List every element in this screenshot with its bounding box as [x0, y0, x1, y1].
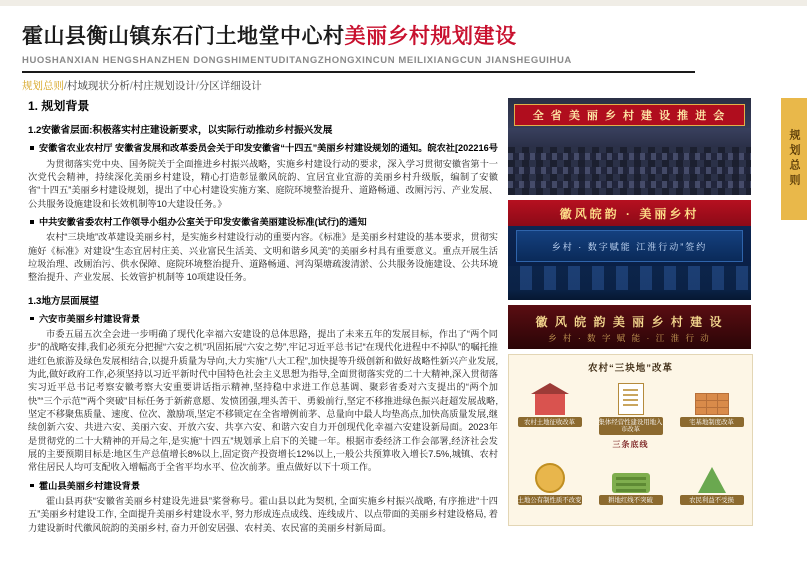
infographic-item [595, 453, 667, 505]
breadcrumb-item-active[interactable]: 规划总则 [22, 80, 64, 92]
coin-icon [514, 453, 586, 493]
field-icon [595, 453, 667, 493]
infographic-row-top [509, 375, 752, 435]
three-land-reform-infographic [508, 354, 753, 526]
house-icon [514, 375, 586, 415]
document-icon [595, 375, 667, 415]
bullet-point-1: 安徽省农业农村厅 安徽省发展和改革委员会关于印发安徽省“十四五”美丽乡村建设规划的通知。皖农社[202216号 [28, 142, 498, 155]
title-divider [22, 71, 695, 73]
subsection-heading-1-2: 1.2安徽省层面:积极落实村庄建设新要求，以实际行动推动乡村振兴发展 [28, 125, 333, 137]
breadcrumb-item-3[interactable]: 分区详细设计 [198, 80, 262, 92]
bullet-point-3: 六安市美丽乡村建设背景 [28, 313, 498, 326]
seat-row [508, 153, 751, 160]
breadcrumb-separator-1: / [64, 80, 67, 92]
infographic-title: 农村“三块地”改革 [587, 363, 673, 374]
title-part-village: 东石门土地堂中心村 [151, 25, 345, 48]
conference-banner-text: 全 省 美 丽 乡 村 建 设 推 进 会 [514, 104, 745, 126]
page-title [22, 20, 792, 50]
infographic-item-label: 农民利益不受损 [680, 495, 744, 505]
breadcrumb-item-1[interactable]: 村域现状分析 [66, 80, 130, 92]
infographic-item [514, 375, 586, 435]
signing-screen-text: 乡村 · 数字赋能 江淮行动”签约 [516, 230, 743, 262]
paragraph-2: 农村“三块地”改革建设美丽乡村，是实施乡村建设行动的重要内容。《标准》是美丽乡村建设的基本要求，贯彻实施好《标准》对建设“生态宜居村庄美、兴业富民生活美、文明和谐乡风美”的美丽乡村具有重要意义。重点开展生活垃圾治理、改厕治污、供水保障、庭院环境整治提升、道路畅通、河沟渠塘疏浚清淤、公共服务设施建设、公共环境整治提升、产业发展、长效管护机制等 10项建设任务。 [28, 232, 498, 283]
dark-banner-line-1: 徽 风 皖 韵 美 丽 乡 村 建 设 [535, 315, 724, 329]
title-part-highlight: 美丽乡村规划建设 [344, 25, 517, 48]
signing-table [508, 266, 751, 300]
brick-house-icon [676, 375, 748, 415]
main-text-column [28, 98, 498, 568]
infographic-item-label: 农村土地征收改革 [518, 417, 582, 427]
infographic-middle-label: 三条底线 [612, 440, 649, 449]
infographic-item [676, 453, 748, 505]
bullet-point-4: 霍山县美丽乡村建设背景 [28, 480, 498, 493]
title-part-location: 霍山县衡山镇 [22, 25, 151, 48]
side-tab-planning-principles[interactable]: 规划总则 [781, 98, 807, 220]
photo-gallery [508, 98, 751, 531]
bullet-point-2: 中共安徽省委农村工作领导小组办公室关于印发安徽省美丽建设标准(试行)的通知 [28, 216, 498, 229]
infographic-item-label: 耕地红线不突破 [599, 495, 663, 505]
paragraph-4: 霍山县再获“安徽省美丽乡村建设先进县”桨誉称号。霍山县以此为契机, 全面实施乡村振兴战略, 有序推进“十四五”美丽乡村建设工作, 全面提升美丽乡村建设水平, 努力形成连点成线、连线成片、以点带面的美丽乡村建设格局, 着力建设新时代徽风皖韵的美丽乡村, 奋力开创安居强、农村美、农民富的美丽乡村新局面。 [28, 496, 498, 533]
signing-ceremony-photo [508, 200, 751, 300]
seat-row [508, 181, 751, 188]
signing-header-text: 徽风皖韵 · 美丽乡村 [508, 200, 751, 226]
dark-banner-photo [508, 305, 751, 349]
document-header [22, 20, 792, 93]
section-heading: 1. 规划背景 [28, 99, 90, 113]
infographic-item [514, 453, 586, 505]
infographic-item [595, 375, 667, 435]
breadcrumb-item-2[interactable]: 村庄规划设计 [132, 80, 196, 92]
subsection-heading-1-3: 1.3地方层面展望 [28, 295, 99, 307]
infographic-item-label: 集体经营性建设用地入市改革 [598, 418, 663, 433]
breadcrumb-separator-2: / [129, 80, 133, 92]
dark-banner-line-2: 乡 村 · 数 字 赋 能 · 江 淮 行 动 [548, 333, 711, 343]
infographic-item-label: 宅基地制度改革 [680, 417, 744, 427]
paragraph-3: 市委五届五次全会进一步明确了现代化幸福六安建设的总体思路，提出了未来五年的发展目标，作出了“两个同步”的战略安排,我们必须充分把握“六安之机”巩固拓展“六安之势”,牢记习近平总书记“在现代化进程中不掉队”的嘱托推进红色旅游及绿色发展相结合,以提升质量为导向,大力实施“八大工程”,加快提等升级创新和做好战略性新兴产业发展,为此,做好政府工作,必须坚持以习近平新时代中国特色社会主义思想为指导,全面贯彻落实党的二十大精神,深入贯彻落实习近平总书记考察安徽考察大安重要讲话指示精神,坚持稳中求进工作总基调、聚彩省委对六支提出的“两个加快”“三个示范”“两个突破”目标任务于新薪意愿、发愤团强,埋头苦干、勇毅前行,坚定不移推进绿色振兴赶超发展战略,坚定不移聚焦质量、速度、位次、激励项,坚定不移锁定在全省增例前茅、总量向中最人均垫高点,加快高质量发展,继续创新六安、共进六安、美丽六安、开放六安、共享六安、和谐六安自力开创现代化幸福六安建设新局面。2023年是贯彻党的二十大精神的开局之年,是实施“十四五”规划承上启下的关键一年。根据市委经济工作会部署,经济社会发展的主要预期目标是:地区生产总值增长8%以上,固定资产投资增长12%以上,一般公共预算收入增长7.5%,城镇、农村常住居民人均可支配收入增幅高于全省平均水平、位次前茅。重点做好以下十项工作。 [28, 328, 498, 473]
seat-row [508, 167, 751, 174]
breadcrumb-separator-3: / [195, 80, 199, 92]
conference-seating [508, 147, 751, 195]
infographic-item-label: 土地公有制性质不改变 [517, 496, 582, 504]
conference-photo [508, 98, 751, 195]
signing-participants [508, 266, 751, 290]
infographic-row-bottom [509, 453, 752, 505]
paragraph-1: 为贯彻落实党中央、国务院关于全面推进乡村振兴战略，实施乡村建设行动的要求，深入学习贯彻安徽省第十一次党代会精神，持续深化美丽乡村建设，精心打造彰显徽风皖韵、宜居宜业宜游的美丽乡村升级版，编制了安徽省“十四五”美丽乡村建设规划，提出了中心村建设实施方案、庭院环境整治提升、道路畅通、改厕污污、产业发展、公共服务设施建设和长效机制等10大建设任务。》 [28, 158, 498, 209]
title-pinyin: HUOSHANXIAN HENGSHANZHEN DONGSHIMENTUDITANGZHONGXINCUN MEILIXIANGCUN JIANSHEGUIHUA [22, 55, 572, 66]
tree-icon [676, 453, 748, 493]
infographic-item [676, 375, 748, 435]
breadcrumb[interactable] [22, 78, 792, 93]
